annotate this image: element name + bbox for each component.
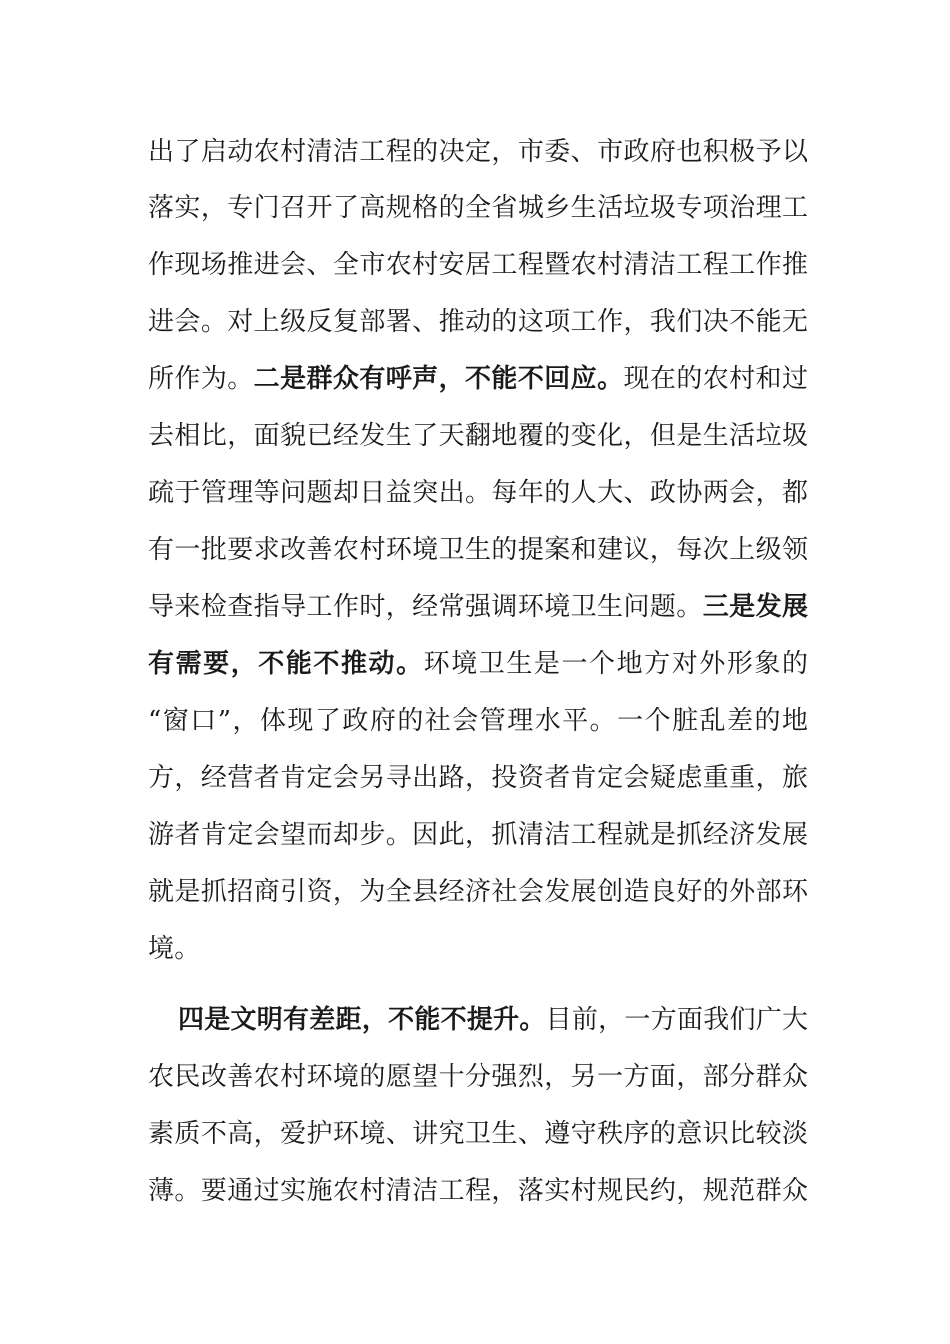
text-line	[148, 245, 808, 285]
text-run: 方，经营者肯定会另寻出路，投资者肯定会疑虑重重，旅	[148, 763, 808, 793]
text-run: 境。	[148, 934, 201, 964]
text-line	[148, 188, 808, 228]
text-line	[148, 416, 808, 456]
text-line	[148, 758, 808, 798]
text-run: 目前，一方面我们广大	[545, 1005, 808, 1035]
text-run: 疏于管理等问题却日益突出。每年的人大、政协两会，都	[148, 478, 808, 508]
text-run: 导来检查指导工作时，经常强调环境卫生问题。	[148, 592, 703, 622]
text-run: 就是抓招商引资，为全县经济社会发展创造良好的外部环	[148, 877, 808, 907]
bold-text-run: 三是发展	[702, 592, 808, 622]
text-line	[148, 815, 808, 855]
text-line	[148, 587, 808, 627]
text-run: 薄。要通过实施农村清洁工程，落实村规民约，规范群众	[148, 1176, 808, 1206]
text-run: 农民改善农村环境的愿望十分强烈，另一方面，部分群众	[148, 1062, 808, 1092]
bold-text-run: 二是群众有呼声，不能不回应。	[253, 364, 624, 394]
text-line	[148, 872, 808, 912]
text-run: “窗口”，体现了政府的社会管理水平。一个脏乱差的地	[148, 706, 808, 736]
text-line	[148, 473, 808, 513]
text-line	[148, 132, 808, 172]
text-line	[178, 1000, 808, 1040]
text-line	[148, 302, 808, 342]
text-line	[148, 1114, 808, 1154]
text-run: 素质不高，爱护环境、讲究卫生、遵守秩序的意识比较淡	[148, 1119, 808, 1149]
text-run: 出了启动农村清洁工程的决定，市委、市政府也积极予以	[148, 137, 808, 167]
text-run: 去相比，面貌已经发生了天翻地覆的变化，但是生活垃圾	[148, 421, 808, 451]
bold-text-run: 有需要，不能不推动。	[148, 649, 424, 679]
text-line	[148, 530, 808, 570]
text-line	[148, 359, 808, 399]
text-run: 进会。对上级反复部署、推动的这项工作，我们决不能无	[148, 307, 808, 337]
text-run: 环境卫生是一个地方对外形象的	[423, 649, 808, 679]
text-run: 现在的农村和过	[623, 364, 808, 394]
text-line	[148, 644, 808, 684]
bold-text-run: 四是文明有差距，不能不提升。	[178, 1005, 546, 1035]
text-run: 所作为。	[148, 364, 254, 394]
text-line	[148, 1057, 808, 1097]
text-line	[148, 701, 808, 741]
text-run: 作现场推进会、全市农村安居工程暨农村清洁工程工作推	[148, 250, 808, 280]
text-run: 落实，专门召开了高规格的全省城乡生活垃圾专项治理工	[148, 193, 808, 223]
text-run: 有一批要求改善农村环境卫生的提案和建议，每次上级领	[148, 535, 808, 565]
text-line	[148, 1171, 808, 1211]
text-line	[148, 929, 808, 969]
text-run: 游者肯定会望而却步。因此，抓清洁工程就是抓经济发展	[148, 820, 808, 850]
